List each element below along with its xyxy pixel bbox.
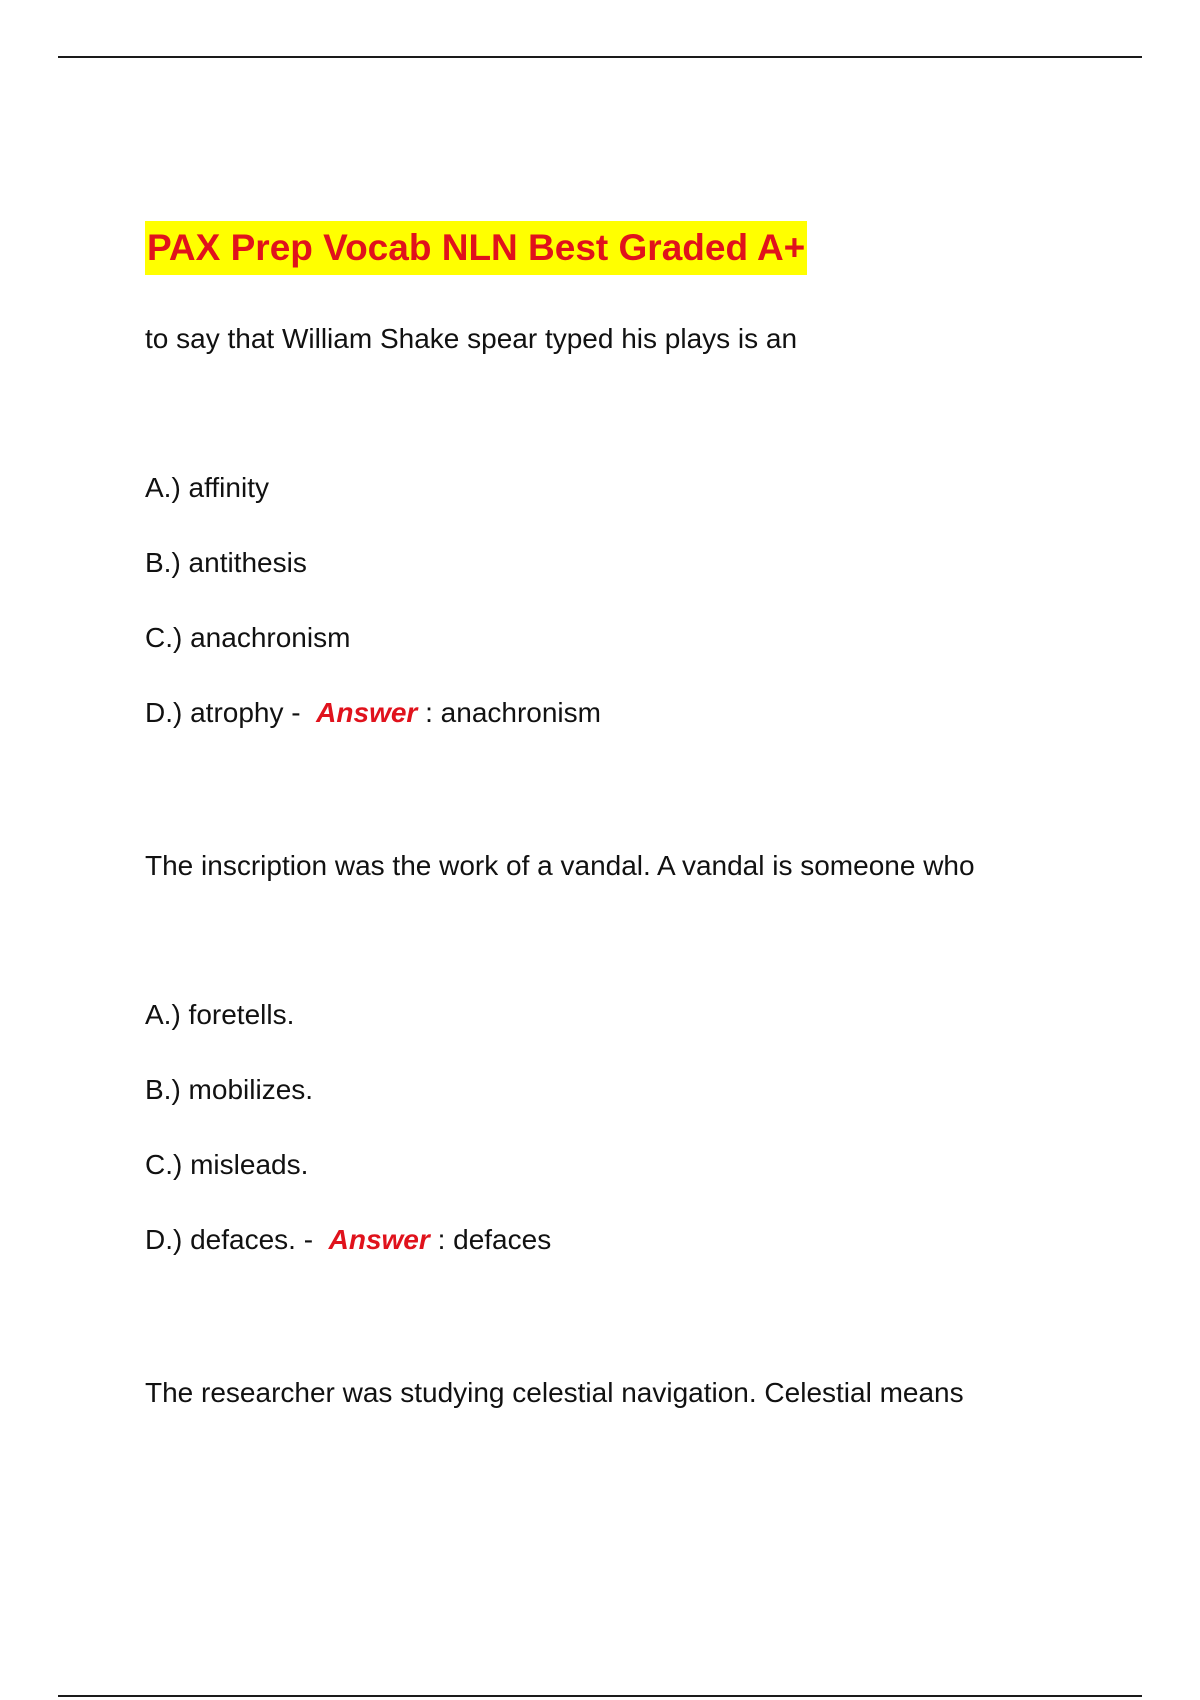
question-1-answer-value: : anachronism: [425, 697, 601, 728]
question-2-answer-label: Answer: [328, 1224, 430, 1255]
question-1-option-c: C.) anachronism: [145, 622, 351, 653]
question-2-option-c: C.) misleads.: [145, 1149, 309, 1180]
footer-rule: [58, 1695, 1142, 1697]
question-1-answer-label: Answer: [316, 697, 418, 728]
question-1-option-a: A.) affinity: [145, 472, 269, 503]
header-rule: [58, 56, 1142, 58]
question-2-answer-value: : defaces: [437, 1224, 552, 1255]
question-2-option-d: [145, 1222, 551, 1258]
question-1-prompt: to say that William Shake spear typed his plays is an: [145, 323, 798, 354]
question-2-option-b: B.) mobilizes.: [145, 1074, 314, 1105]
question-2-prompt: The inscription was the work of a vandal. A vandal is someone who: [145, 850, 975, 881]
question-1-option-d: [145, 695, 601, 731]
document-title: PAX Prep Vocab NLN Best Graded A+: [145, 221, 807, 275]
question-2-option-d-text: D.) defaces. -: [145, 1224, 314, 1255]
question-1-option-b: B.) antithesis: [145, 547, 307, 578]
question-3-prompt: The researcher was studying celestial navigation. Celestial means: [145, 1377, 964, 1408]
question-2-option-a: A.) foretells.: [145, 999, 295, 1030]
question-1-option-d-text: D.) atrophy -: [145, 697, 301, 728]
